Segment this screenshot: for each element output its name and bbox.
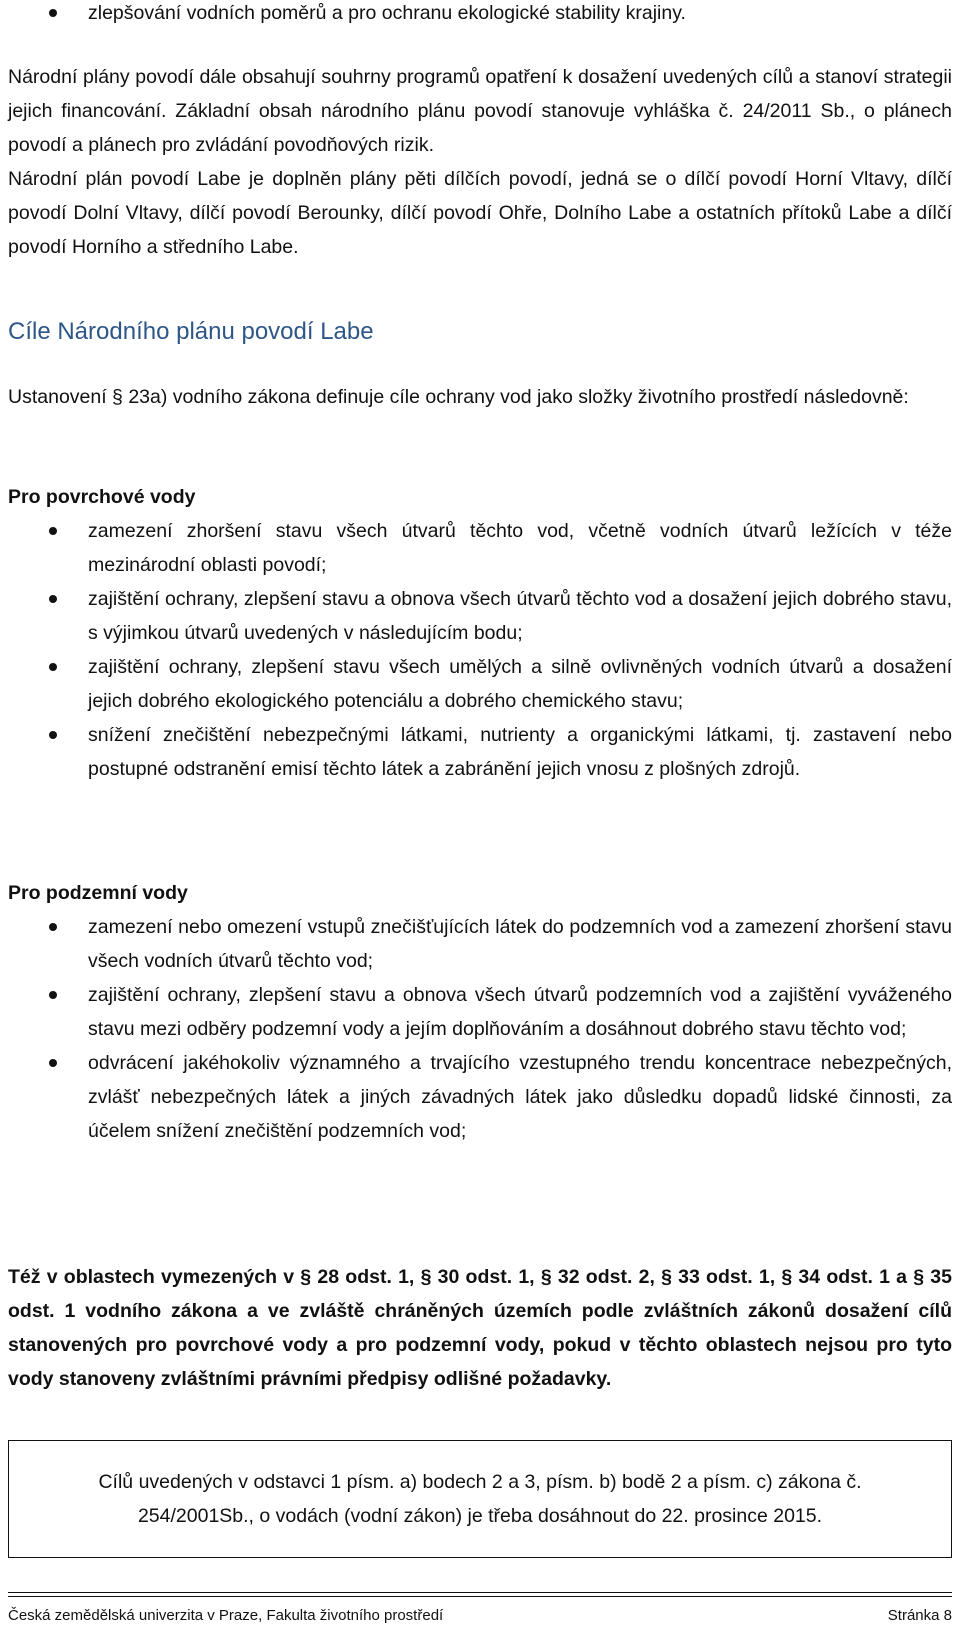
list-item-text: zajištění ochrany, zlepšení stavu a obnova všech útvarů těchto vod a dosažení jejich dobrého stavu, s výjimkou útvarů uvedených v následujícím bodu; <box>88 588 952 644</box>
footer-rule-bottom <box>8 1596 952 1597</box>
bullet-icon <box>49 9 57 17</box>
list-item-text: zajištění ochrany, zlepšení stavu všech umělých a silně ovlivněných vodních útvarů a dosažení jejich dobrého ekologického potenciálu a dobrého chemického stavu; <box>88 656 952 712</box>
footer-page-number: Stránka 8 <box>887 1607 952 1624</box>
list-item-text: zlepšování vodních poměrů a pro ochranu ekologické stability krajiny. <box>88 2 686 24</box>
deadline-box <box>8 1440 952 1558</box>
footer-institution: Česká zemědělská univerzita v Praze, Fakulta životního prostředí <box>8 1607 444 1624</box>
deadline-line-1: Cílů uvedených v odstavci 1 písm. a) bodech 2 a 3, písm. b) bodě 2 a písm. c) zákona č. <box>98 1471 862 1493</box>
bold-paragraph-protected-areas: Též v oblastech vymezených v § 28 odst. 1, § 30 odst. 1, § 32 odst. 2, § 33 odst. 1, § 34 odst. 1 a § 35 odst. 1 vodního zákona a ve zvláště chráněných územích podle zvláštních zákonů dosažení cílů stanovených pro povrchové vody a pro podzemní vody, pokud v těchto oblastech nejsou pro tyto vody stanoveny zvláštními právními předpisy odlišné požadavky. <box>8 1266 952 1390</box>
page-footer <box>8 1607 952 1624</box>
list-item <box>0 718 960 786</box>
list-item-text: zamezení nebo omezení vstupů znečišťujících látek do podzemních vod a zamezení zhoršení stavu všech vodních útvarů těchto vod; <box>88 916 952 972</box>
list-item-text: zamezení zhoršení stavu všech útvarů těchto vod, včetně vodních útvarů ležících v téže mezinárodní oblasti povodí; <box>88 520 952 576</box>
surface-water-list <box>0 514 960 786</box>
list-item <box>0 514 960 582</box>
bullet-icon <box>49 991 57 999</box>
deadline-line-2: 254/2001Sb., o vodách (vodní zákon) je třeba dosáhnout do 22. prosince 2015. <box>137 1505 823 1527</box>
section-heading: Cíle Národního plánu povodí Labe <box>8 318 374 345</box>
bullet-icon <box>49 1059 57 1067</box>
list-item <box>0 582 960 650</box>
list-item-text: odvrácení jakéhokoliv významného a trvajícího vzestupného trendu koncentrace nebezpečných, zvlášť nebezpečných látek a jiných závadných látek jako důsledku dopadů lidské činnosti, za účelem snížení znečištění podzemních vod; <box>88 1052 952 1142</box>
list-item-text: zajištění ochrany, zlepšení stavu a obnova všech útvarů podzemních vod a zajištění vyváženého stavu mezi odběry podzemní vody a jejím doplňováním a dosáhnout dobrého stavu těchto vod; <box>88 984 952 1040</box>
groundwater-list <box>0 910 960 1148</box>
footer-rule-top <box>8 1592 952 1593</box>
list-item <box>0 910 960 978</box>
bullet-icon <box>49 595 57 603</box>
intro-bullet-list <box>0 0 960 30</box>
list-item <box>0 650 960 718</box>
bullet-icon <box>49 731 57 739</box>
list-item <box>0 978 960 1046</box>
bullet-icon <box>49 527 57 535</box>
paragraph-plans: Národní plány povodí dále obsahují souhrny programů opatření k dosažení uvedených cílů a stanoví strategii jejich financování. Základní obsah národního plánu povodí stanovuje vyhláška č. 24/2011 Sb., o plánech povodí a plánech pro zvládání povodňových rizik. <box>8 66 952 156</box>
surface-water-heading: Pro povrchové vody <box>8 486 196 508</box>
bullet-icon <box>49 663 57 671</box>
list-item <box>0 0 960 30</box>
groundwater-heading: Pro podzemní vody <box>8 882 188 904</box>
bullet-icon <box>49 923 57 931</box>
paragraph-statute: Ustanovení § 23a) vodního zákona definuje cíle ochrany vod jako složky životního prostředí následovně: <box>8 386 909 408</box>
list-item-text: snížení znečištění nebezpečnými látkami, nutrienty a organickými látkami, tj. zastavení nebo postupné odstranění emisí těchto látek a zabránění jejich vnosu z plošných zdrojů. <box>88 724 952 780</box>
list-item <box>0 1046 960 1148</box>
paragraph-subbasins: Národní plán povodí Labe je doplněn plány pěti dílčích povodí, jedná se o dílčí povodí Horní Vltavy, dílčí povodí Dolní Vltavy, dílčí povodí Berounky, dílčí povodí Ohře, Dolního Labe a ostatních přítoků Labe a dílčí povodí Horního a středního Labe. <box>8 168 952 258</box>
